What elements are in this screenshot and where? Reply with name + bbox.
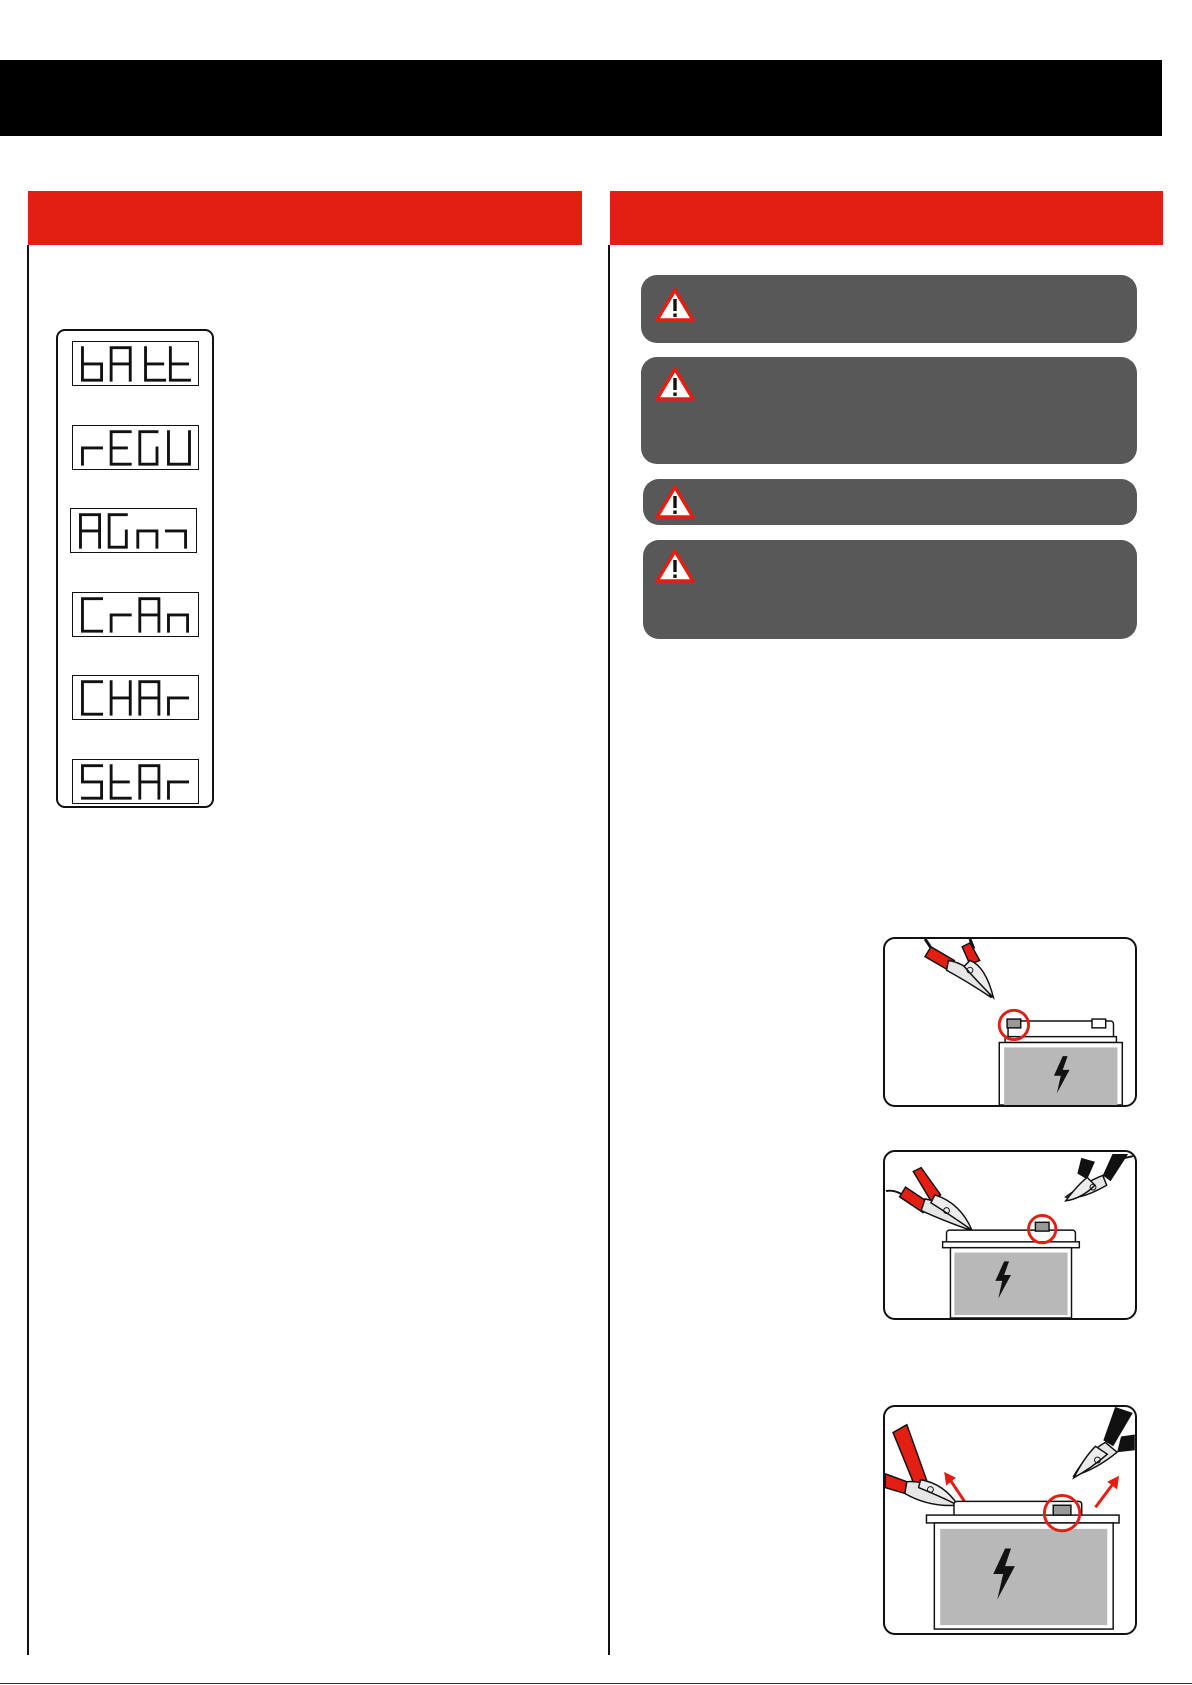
lcd-display-char [72,675,199,720]
black-clamp-icon [1074,1407,1135,1478]
left-section-header [28,191,582,245]
lcd-display-regu [72,425,199,470]
lcd-display-star [72,759,199,804]
warning-triangle-icon [655,484,695,520]
lcd-display-cran [72,592,199,637]
red-clamp-icon [900,1168,972,1230]
black-clamp-icon [1066,1154,1128,1201]
page-header-bar [0,60,1162,136]
arrow-up-icon [1095,1484,1113,1508]
warning-triangle-icon [655,287,695,323]
illustration-connect-positive [883,937,1137,1107]
warning-triangle-icon [655,548,695,584]
lcd-display-agm [70,508,197,553]
warning-box [643,540,1137,639]
left-column-divider [27,245,29,1655]
red-clamp-icon [885,1425,958,1506]
warning-box [641,357,1137,464]
page-bottom-rule [0,1683,1192,1684]
red-clamp-icon [925,943,993,998]
lcd-mode-panel [56,329,214,808]
warning-box [643,479,1137,525]
illustration-remove-clamps [883,1405,1137,1635]
right-section-header [610,191,1163,245]
illustration-connect-negative [883,1150,1137,1320]
warning-box [641,275,1137,343]
warning-triangle-icon [655,366,695,402]
lcd-display-batt [72,341,199,386]
right-column-divider [608,245,610,1655]
